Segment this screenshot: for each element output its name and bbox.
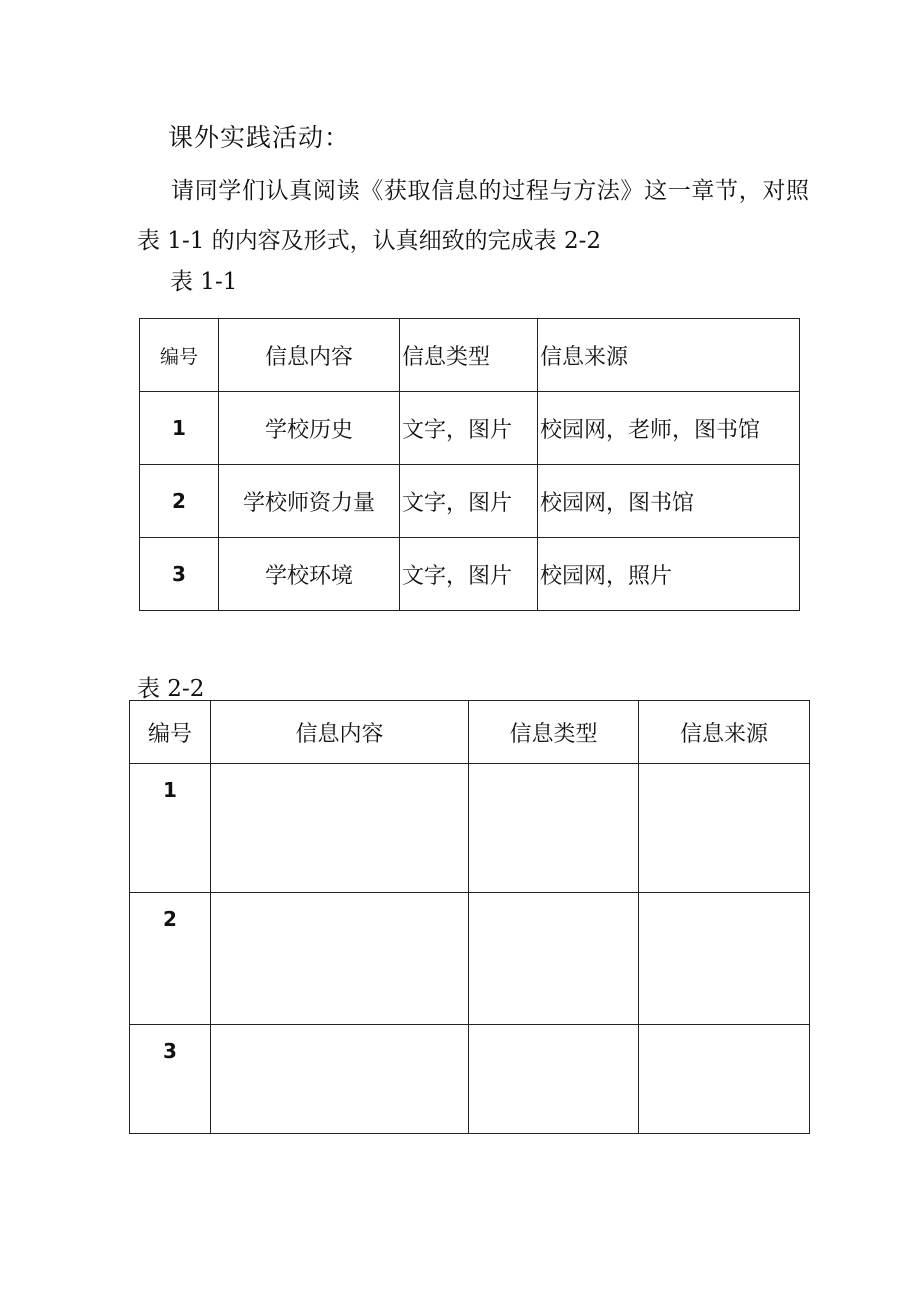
cell-id: 1 — [140, 392, 219, 465]
blank-cell-type[interactable] — [469, 764, 639, 893]
header-cell-type: 信息类型 — [469, 701, 639, 764]
cell-id: 1 — [130, 764, 211, 893]
blank-cell-source[interactable] — [639, 764, 810, 893]
table-header-row — [140, 319, 800, 392]
header-cell-id: 编号 — [140, 319, 219, 392]
activity-heading: 课外实践活动： — [168, 123, 351, 152]
blank-cell-content[interactable] — [211, 764, 469, 893]
table1-caption: 表 1-1 — [170, 269, 238, 295]
blank-cell-type[interactable] — [469, 893, 639, 1025]
header-cell-id: 编号 — [130, 701, 211, 764]
blank-cell-content[interactable] — [211, 1025, 469, 1134]
cell-content: 学校环境 — [219, 538, 400, 611]
table-row — [130, 764, 810, 893]
cell-type: 文字，图片 — [400, 392, 538, 465]
worksheet-table — [129, 700, 810, 1134]
cell-content: 学校师资力量 — [219, 465, 400, 538]
cell-id: 3 — [130, 1025, 211, 1134]
table-row — [140, 538, 800, 611]
cell-source: 校园网，图书馆 — [538, 465, 800, 538]
table2-caption: 表 2-2 — [137, 676, 205, 702]
cell-source: 校园网，照片 — [538, 538, 800, 611]
header-cell-source: 信息来源 — [639, 701, 810, 764]
header-cell-type: 信息类型 — [400, 319, 538, 392]
example-table — [139, 318, 800, 611]
cell-id: 3 — [140, 538, 219, 611]
cell-content: 学校历史 — [219, 392, 400, 465]
cell-id: 2 — [140, 465, 219, 538]
blank-cell-type[interactable] — [469, 1025, 639, 1134]
header-cell-source: 信息来源 — [538, 319, 800, 392]
cell-id: 2 — [130, 893, 211, 1025]
table-header-row — [130, 701, 810, 764]
header-cell-content: 信息内容 — [219, 319, 400, 392]
table-row — [140, 392, 800, 465]
table-row — [130, 1025, 810, 1134]
instruction-paragraph: 请同学们认真阅读《获取信息的过程与方法》这一章节，对照表 1-1 的内容及形式，认真细致的完成表 2-2 — [137, 178, 809, 254]
table-row — [130, 893, 810, 1025]
blank-cell-source[interactable] — [639, 1025, 810, 1134]
cell-type: 文字，图片 — [400, 538, 538, 611]
cell-type: 文字，图片 — [400, 465, 538, 538]
blank-cell-source[interactable] — [639, 893, 810, 1025]
header-cell-content: 信息内容 — [211, 701, 469, 764]
blank-cell-content[interactable] — [211, 893, 469, 1025]
table-row — [140, 465, 800, 538]
cell-source: 校园网，老师，图书馆 — [538, 392, 800, 465]
